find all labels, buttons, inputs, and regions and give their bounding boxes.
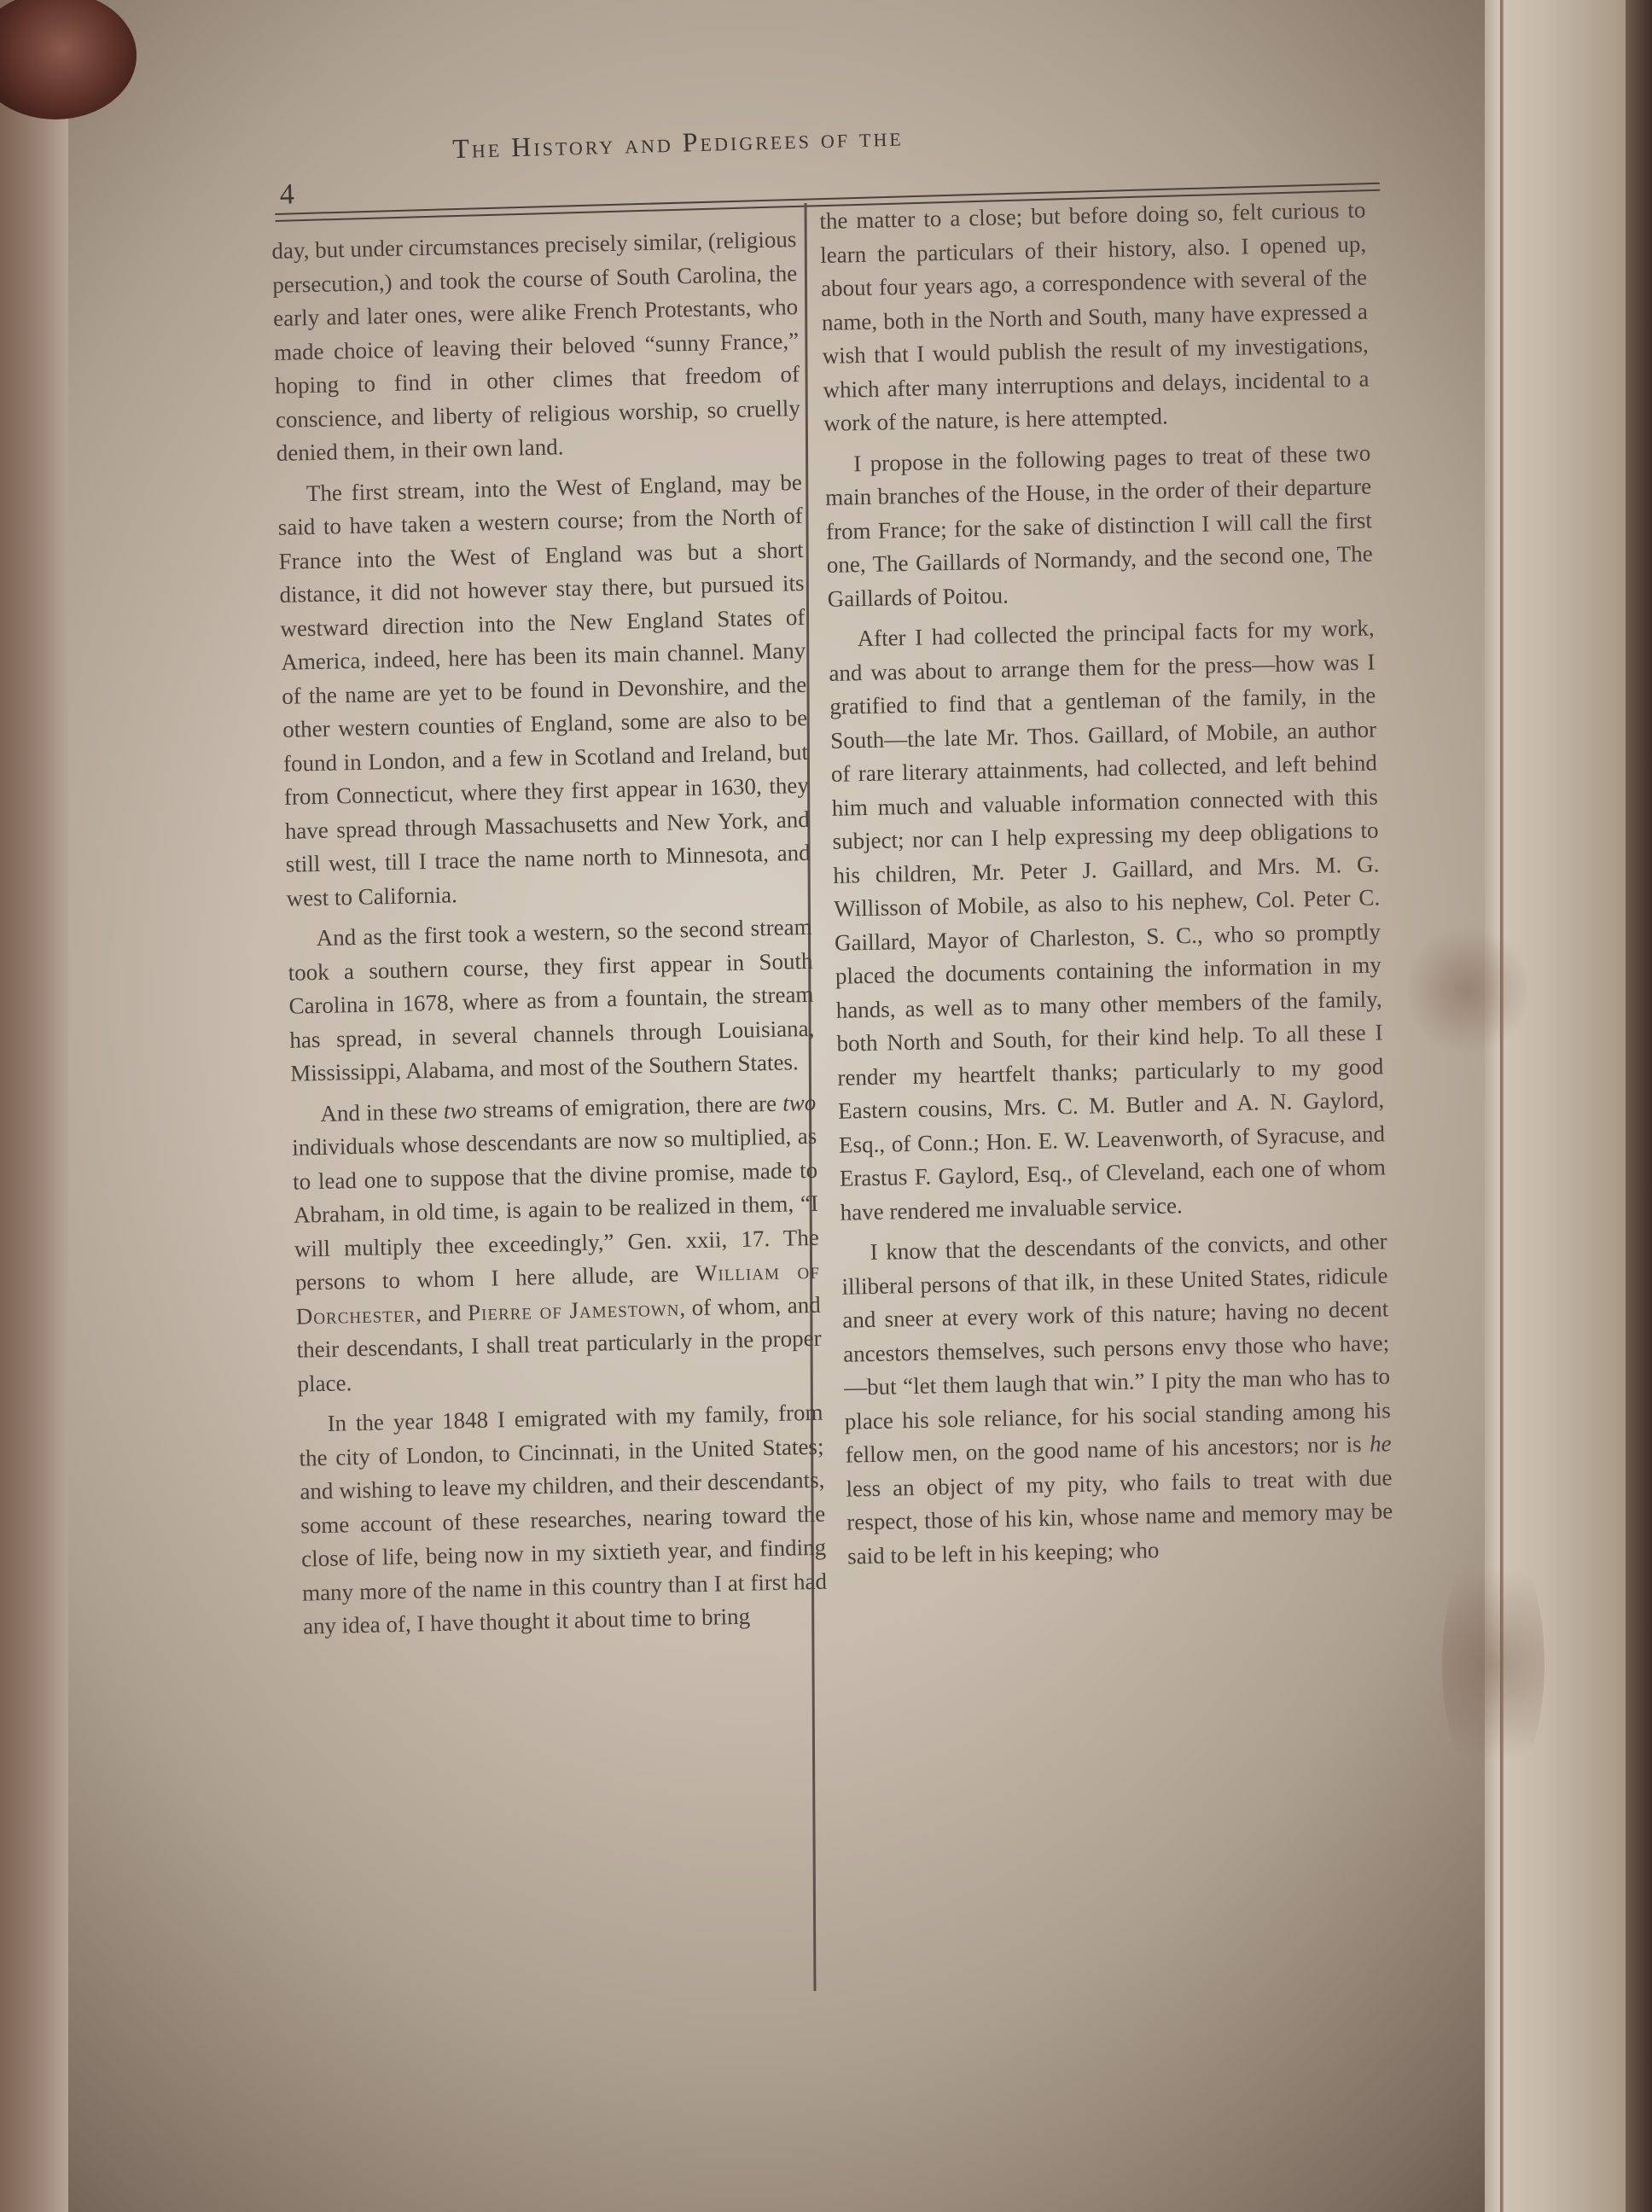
book-edge-shadow <box>1626 0 1652 2212</box>
small-caps-name: Pierre of Jamestown <box>467 1294 680 1325</box>
text-run: individuals whose descendants are now so multiplied, as to lead one to suppose that the divine promise, made to Abraham, in old time, is again to be realized in them, “I will multiply thee exceedingly,” Gen. xxii, 17. The persons to whom I here allude, are <box>291 1122 820 1295</box>
italic-text: he <box>1369 1430 1392 1457</box>
paragraph: After I had collected the principal facts for my work, and was about to arrange them for the press—how was I gratified to find that a gentleman of the family, in the South—the late Mr. Thos. Gaillard, of Mobile, an author of rare literary attainments, had collected, and left behind him much and valuable information connected with this subject; nor can I help expressing my deep obligations to his children, Mr. Peter J. Gaillard, and Mrs. M. G. Willisson of Mobile, as also to his nephew, Col. Peter C. Gaillard, Mayor of Charleston, S. C., who so promptly placed the documents containing the information in my hands, as well as to many other members of the family, both North and South, for their kind help. To all these I render my heartfelt thanks; particularly to my good Eastern cousins, Mrs. C. M. Butler and A. N. Gaylord, Esq., of Conn.; Hon. E. W. Leavenworth, of Syracuse, and Erastus F. Gaylord, Esq., of Cleveland, each one of whom have rendered me invaluable service. <box>829 614 1387 1225</box>
text-run: streams of emigration, there are <box>476 1090 783 1123</box>
paper-stain <box>1408 922 1527 1058</box>
italic-text: two <box>443 1097 478 1124</box>
paragraph <box>841 1225 1393 1573</box>
text-run: less an object of my pity, who fails to treat with due respect, those of his kin, whose name and memory may be said to be left in his keeping; who <box>846 1464 1393 1569</box>
text-run: And in these <box>320 1097 445 1126</box>
paragraph: And as the first took a western, so the second stream took a southern course, they first appear in South Carolina in 1678, where as from a fountain, the stream has spread, in several channels through Louisiana, Mississippi, Alabama, and most of the Southern States. <box>288 913 815 1086</box>
text-run: , and <box>415 1299 468 1326</box>
text-run: , of whom, and their descendants, I shall treat particularly in the proper place. <box>296 1291 822 1397</box>
paragraph: In the year 1848 I emigrated with my family, from the city of London, to Cincinnati, in the United States; and wishing to leave my children, and their descendants, some account of these researches, nearing toward the close of life, being now in my sixtieth year, and finding many more of the name in this country than I at first had any idea of, I have thought it about time to bring <box>299 1399 828 1639</box>
page-number: 4 <box>279 178 295 211</box>
right-column <box>819 194 1393 1574</box>
text-run: I know that the descendants of the convicts, and other illiberal persons of that ilk, in these United States, ridicule and sneer at every work of this nature; having no decent ancestors themselves, such persons envy those who have;—but “let them laugh that win.” I pity the man who has to place his sole reliance, for his social standing among his fellow men, on the good name of his ancestors; nor is <box>841 1228 1392 1468</box>
running-title: The History and Pedigrees of the <box>451 120 905 165</box>
paper-stain <box>1442 1536 1544 1792</box>
page-fold-edge <box>1500 0 1504 2212</box>
small-caps-name: William of Dorchester <box>295 1257 821 1330</box>
page-header <box>271 55 1383 211</box>
paragraph: the matter to a close; but before doing so, felt curious to learn the particulars of their history, also. I opened up, about four years ago, a correspondence with several of the name, both in the North and South, many have expressed a wish that I would publish the result of my investigations, which after many interruptions and delays, incidental to a work of the nature, is here attempted. <box>819 196 1370 436</box>
paragraph: The first stream, into the West of England, may be said to have taken a western course; from the North of France into the West of England was but a short distance, it did not however stay there, but pursued its westward direction into the New England States of America, indeed, here has been its main channel. Many of the name are yet to be found in Devonshire, and the other western counties of England, some are also to be found in London, and a few in Scotland and Ireland, but from Connecticut, where they first appear in 1630, they have spread through Massachusetts and New York, and still west, till I trace the name north to Minnesota, and west to California. <box>277 469 811 911</box>
paragraph: day, but under circumstances precisely similar, (religious persecution,) and took the course of South Carolina, the early and later ones, were alike French Protestants, who made choice of leaving their beloved “sunny France,” hoping to find in other climes that freedom of conscience, and liberty of religious worship, so cruelly denied them, in their own land. <box>271 226 801 466</box>
italic-text: two <box>782 1089 817 1116</box>
dark-object-corner <box>0 0 137 119</box>
left-column <box>271 223 828 1644</box>
paragraph: I propose in the following pages to treat of these two main branches of the House, in the order of their departure from France; for the sake of distinction I will call the first one, The Gaillards of Normandy, and the second one, The Gaillards of Poitou. <box>824 439 1374 612</box>
paragraph <box>291 1086 823 1400</box>
facing-page-edge <box>0 0 68 2212</box>
